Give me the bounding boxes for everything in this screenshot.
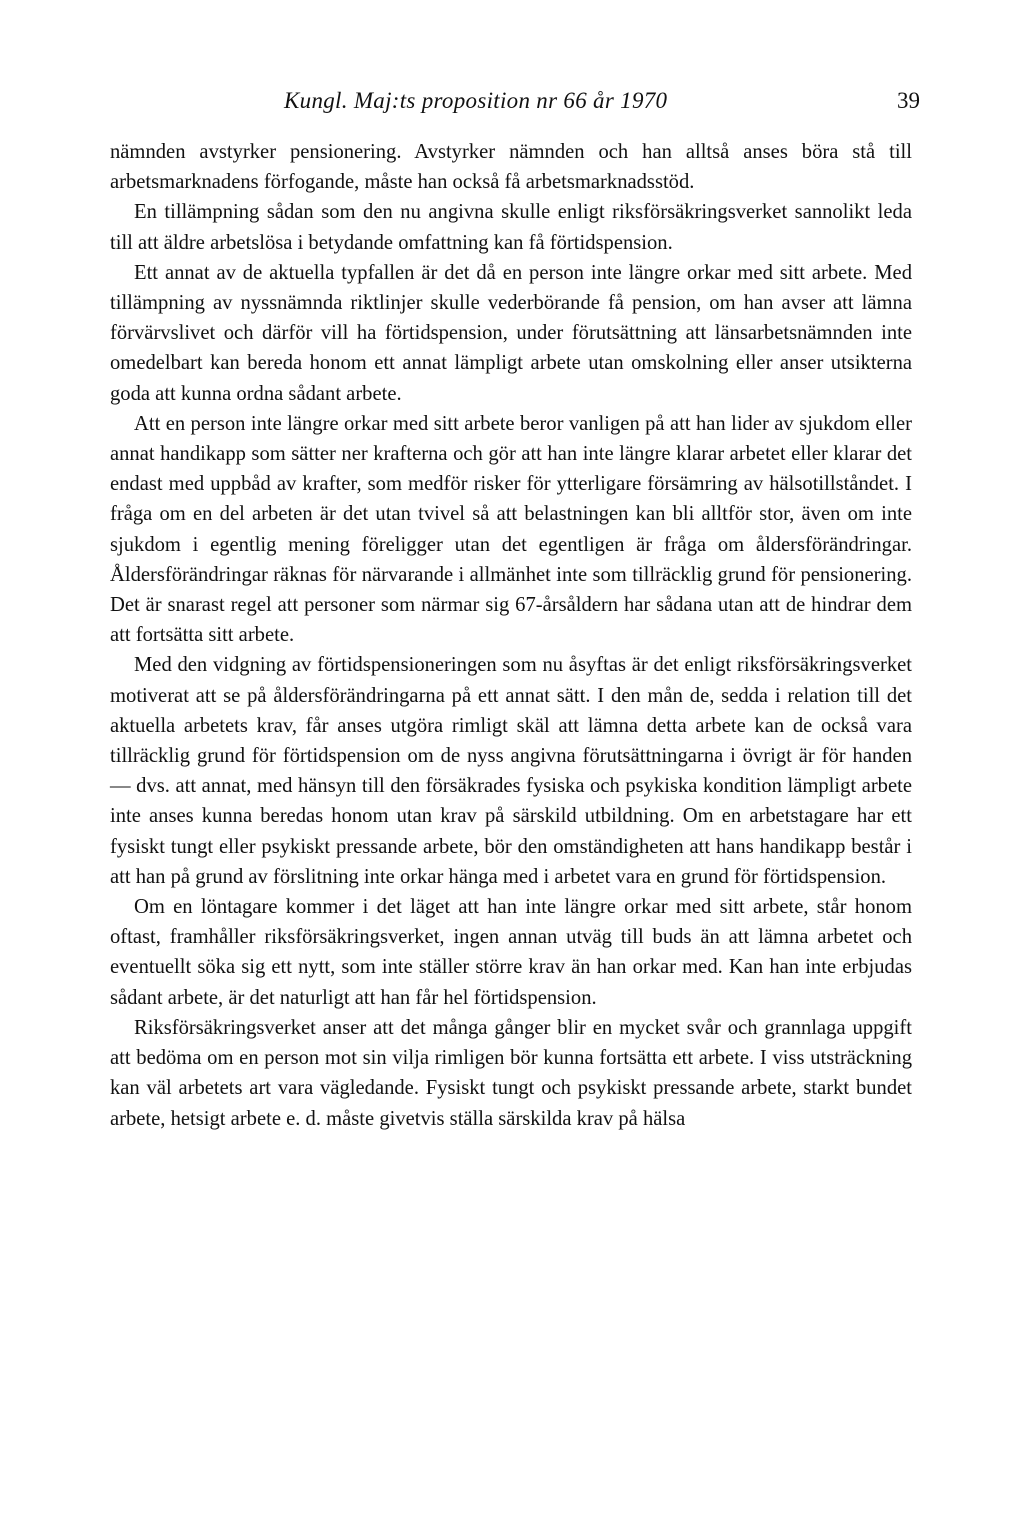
paragraph-continued: nämnden avstyrker pensionering. Avstyrker nämnden och han alltså anses böra stå till arbetsmarknadens förfogande, måste han också få arbetsmarknadsstöd. (110, 141, 912, 194)
paragraph: Om en löntagare kommer i det läget att han inte längre orkar med sitt arbete, står honom oftast, framhåller riksförsäkringsverket, ingen annan utväg till buds än att lämna arbetet och eventuellt söka sig ett nytt, som inte ställer större krav än han orkar med. Kan han inte erbjudas sådant arbete, är det naturligt att han får hel förtidspension. (110, 896, 912, 1009)
paragraph: Att en person inte längre orkar med sitt arbete beror vanligen på att han lider av sjukdom eller annat handikapp som sätter ner krafterna och gör att han inte längre klarar arbetet eller klarar det endast med uppbåd av krafter, som medför risker för ytterligare försämring av hälsotillståndet. I fråga om en del arbeten är det utan tvivel så att belastningen kan bli alltför stor, även om inte sjukdom i egentlig mening föreligger utan det egentligen är fråga om åldersförändringar. Åldersförändringar räknas för närvarande i allmänhet inte som tillräcklig grund för pensionering. Det är snarast regel att personer som närmar sig 67-årsåldern har sådana utan att de hindrar dem att fortsätta sitt arbete. (110, 412, 912, 647)
paragraph: En tillämpning sådan som den nu angivna skulle enligt riksförsäkringsverket sannolikt leda till att äldre arbetslösa i betydande omfattning kan få förtidspension. (110, 201, 912, 254)
paragraph: Ett annat av de aktuella typfallen är det då en person inte längre orkar med sitt arbete. Med tillämpning av nyssnämnda riktlinjer skulle vederbörande få pension, om han avser att lämna förvärvslivet och därför vill ha förtidspension, under förutsättning att länsarbetsnämnden inte omedelbart kan bereda honom ett annat lämpligt arbete utan omskolning eller anser utsikterna goda att kunna ordna sådant arbete. (110, 261, 912, 405)
body-text (110, 137, 912, 1134)
paragraph: Med den vidgning av förtidspensioneringen som nu åsyftas är det enligt riksförsäkringsverket motiverat att se på åldersförändringarna på ett annat sätt. I den mån de, sedda i relation till det aktuella arbetets krav, får anses utgöra rimligt skäl att lämna detta arbete kan de också vara tillräcklig grund för förtidspension om de nyss angivna förutsättningarna i övrigt är för handen — dvs. att annat, med hänsyn till den försäkrades fysiska och psykiska kondition lämpligt arbete inte anses kunna beredas honom utan krav på särskild utbildning. Om en arbetstagare har ett fysiskt tungt eller psykiskt pressande arbete, bör den omständigheten att hans handikapp består i att han på grund av förslitning inte orkar hänga med i arbetet vara en grund för förtidspension. (110, 654, 912, 888)
paragraph: Riksförsäkringsverket anser att det många gånger blir en mycket svår och grannlaga uppgift att bedöma om en person mot sin vilja rimligen bör kunna fortsätta ett arbete. I viss utsträckning kan väl arbetets art vara vägledande. Fysiskt tungt och psykiskt pressande arbete, starkt bundet arbete, hetsigt arbete e. d. måste givetvis ställa särskilda krav på hälsa (110, 1016, 912, 1130)
running-title: Kungl. Maj:ts proposition nr 66 år 1970 (284, 88, 668, 113)
page-number: 39 (897, 88, 920, 113)
page-header (0, 88, 1024, 122)
